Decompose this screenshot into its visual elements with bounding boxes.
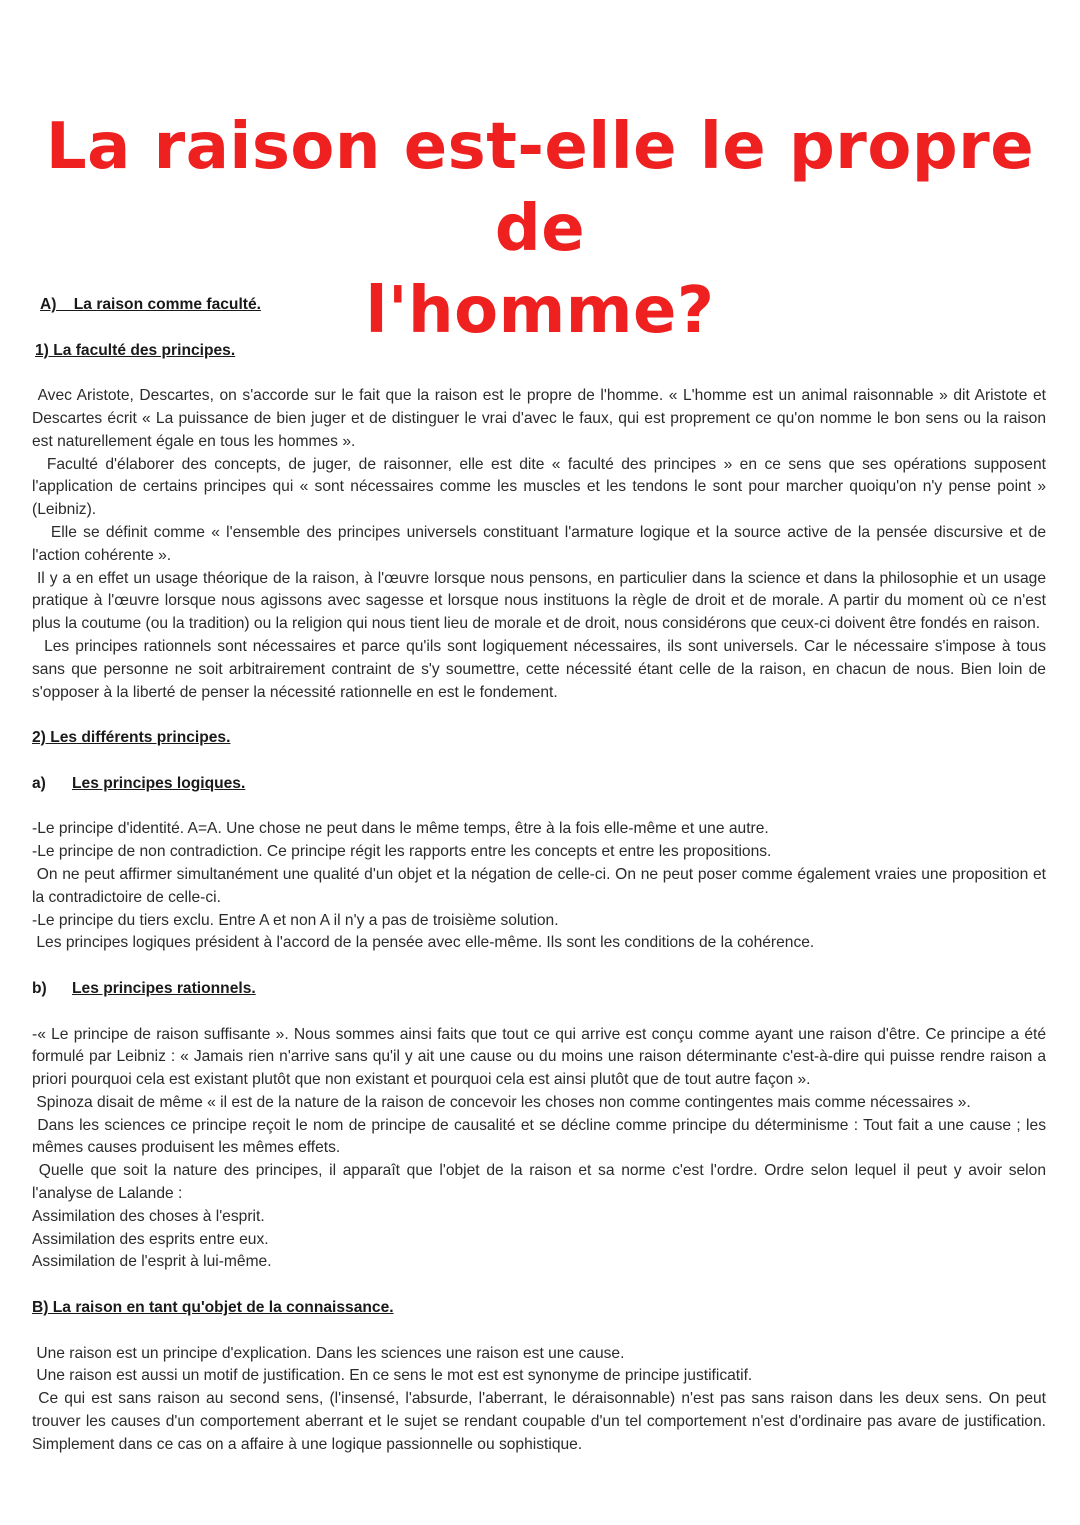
subsection-a-label: a) <box>32 774 46 792</box>
paragraph: Une raison est aussi un motif de justification. En ce sens le mot est est synonyme de principe justificatif. <box>32 1367 753 1385</box>
document-body <box>32 294 1051 1457</box>
paragraph: On ne peut affirmer simultanément une qualité d'un objet et la négation de celle-ci. On ne peut poser comme également vraies une proposition et la contradictoire de celle-ci. <box>32 865 1051 906</box>
list-item: Assimilation des choses à l'esprit. <box>32 1207 265 1225</box>
paragraph: Dans les sciences ce principe reçoit le nom de principe de causalité et se décline comme principe du déterminisme : Tout fait a une cause ; les mêmes causes produisent les mêmes effets. <box>32 1116 1051 1157</box>
paragraph: Les principes rationnels sont nécessaires et parce qu'ils sont logiquement nécessaires, ils sont universels. Car le nécessaire s'impose à tous sans que personne ne soit arbitrairement contraint de s'y soumettre, cette nécessité étant celle de la raison, en chacun de nous. Bien loin de s'opposer à la liberté de penser la nécessité rationnelle en est le fondement. <box>32 637 1051 701</box>
paragraph: Ce qui est sans raison au second sens, (l'insensé, l'absurde, l'aberrant, le déraisonnable) n'est pas sans raison dans les deux sens. On peut trouver les causes d'un comportement aberrant et le sujet se rendant coupable d'un tel comportement n'est d'ordinaire pas avare de justification. Simplement dans ce cas on a affaire à une logique passionnelle ou sophistique. <box>32 1390 1051 1453</box>
paragraph: Une raison est un principe d'explication. Dans les sciences une raison est une cause. <box>32 1344 625 1362</box>
subsection-b-title: Les principes rationnels. <box>72 979 256 997</box>
paragraph: Les principes logiques président à l'accord de la pensée avec elle-même. Ils sont les conditions de la cohérence. <box>32 934 815 952</box>
paragraph: -« Le principe de raison suffisante ». Nous sommes ainsi faits que tout ce qui arrive est conçu comme ayant une raison d'être. Ce principe a été formulé par Leibniz : « Jamais rien n'arrive sans qu'il y ait une cause ou du moins une raison déterminante c'est-à-dire qui puisse rendre raison a priori pourquoi cela est existant plutôt que non existant et pourquoi cela est ainsi plutôt que de tout autre façon ». <box>32 1025 1051 1089</box>
subsection-1-heading: 1) La faculté des principes. <box>35 341 236 359</box>
list-item: -Le principe de non contradiction. Ce principe régit les rapports entre les concepts et entre les propositions. <box>32 843 772 861</box>
paragraph: Faculté d'élaborer des concepts, de juger, de raisonner, elle est dite « faculté des principes » en ce sens que ses opérations supposent l'application de certains principes qui « sont nécessaires comme les muscles et les tendons le sont pour marcher quoiqu'on n'y pense point » (Leibniz). <box>32 455 1051 519</box>
list-item: -Le principe du tiers exclu. Entre A et non A il n'y a pas de troisième solution. <box>32 911 559 929</box>
paragraph: Quelle que soit la nature des principes, il apparaît que l'objet de la raison et sa norme c'est l'ordre. Ordre selon lequel il peut y avoir selon l'analyse de Lalande : <box>32 1162 1051 1203</box>
subsection-a-title: Les principes logiques. <box>72 774 246 792</box>
title-line-2: l'homme? <box>365 274 715 348</box>
title-line-1: La raison est-elle le propre de <box>45 110 1035 266</box>
paragraph: Avec Aristote, Descartes, on s'accorde sur le fait que la raison est le propre de l'homme. « L'homme est un animal raisonnable » dit Aristote et Descartes écrit « La puissance de bien juger et de distinguer le vrai d'avec le faux, qui est proprement ce qu'on nomme le bon sens ou la raison est naturellement égale en tous les hommes ». <box>32 387 1051 450</box>
subsection-b-heading <box>32 978 1046 1001</box>
list-item: -Le principe d'identité. A=A. Une chose ne peut dans le même temps, être à la fois elle-même et une autre. <box>32 820 769 838</box>
list-item: Assimilation de l'esprit à lui-même. <box>32 1253 272 1271</box>
paragraph: Spinoza disait de même « il est de la nature de la raison de concevoir les choses non comme contingentes mais comme nécessaires ». <box>32 1093 971 1111</box>
list-item: Assimilation des esprits entre eux. <box>32 1230 269 1248</box>
subsection-b-label: b) <box>32 979 47 997</box>
section-a-heading: A) La raison comme faculté. <box>40 296 261 313</box>
subsection-a-heading <box>32 773 1046 796</box>
section-b-heading: B) La raison en tant qu'objet de la connaissance. <box>32 1299 394 1317</box>
paragraph: Il y a en effet un usage théorique de la raison, à l'œuvre lorsque nous pensons, en particulier dans la science et dans la philosophie et un usage pratique à l'œuvre lorsque nous agissons avec sagesse et lorsque nous instituons la règle de droit et de morale. A partir du moment où ce n'est plus la coutume (ou la tradition) ou la religion qui nous tient lieu de morale et de droit, nous considérons que ceux-ci doivent être fondés en raison. <box>32 569 1051 633</box>
subsection-2-heading: 2) Les différents principes. <box>32 729 231 747</box>
paragraph: Elle se définit comme « l'ensemble des principes universels constituant l'armature logique et la source active de la pensée discursive et de l'action cohérente ». <box>32 523 1051 564</box>
